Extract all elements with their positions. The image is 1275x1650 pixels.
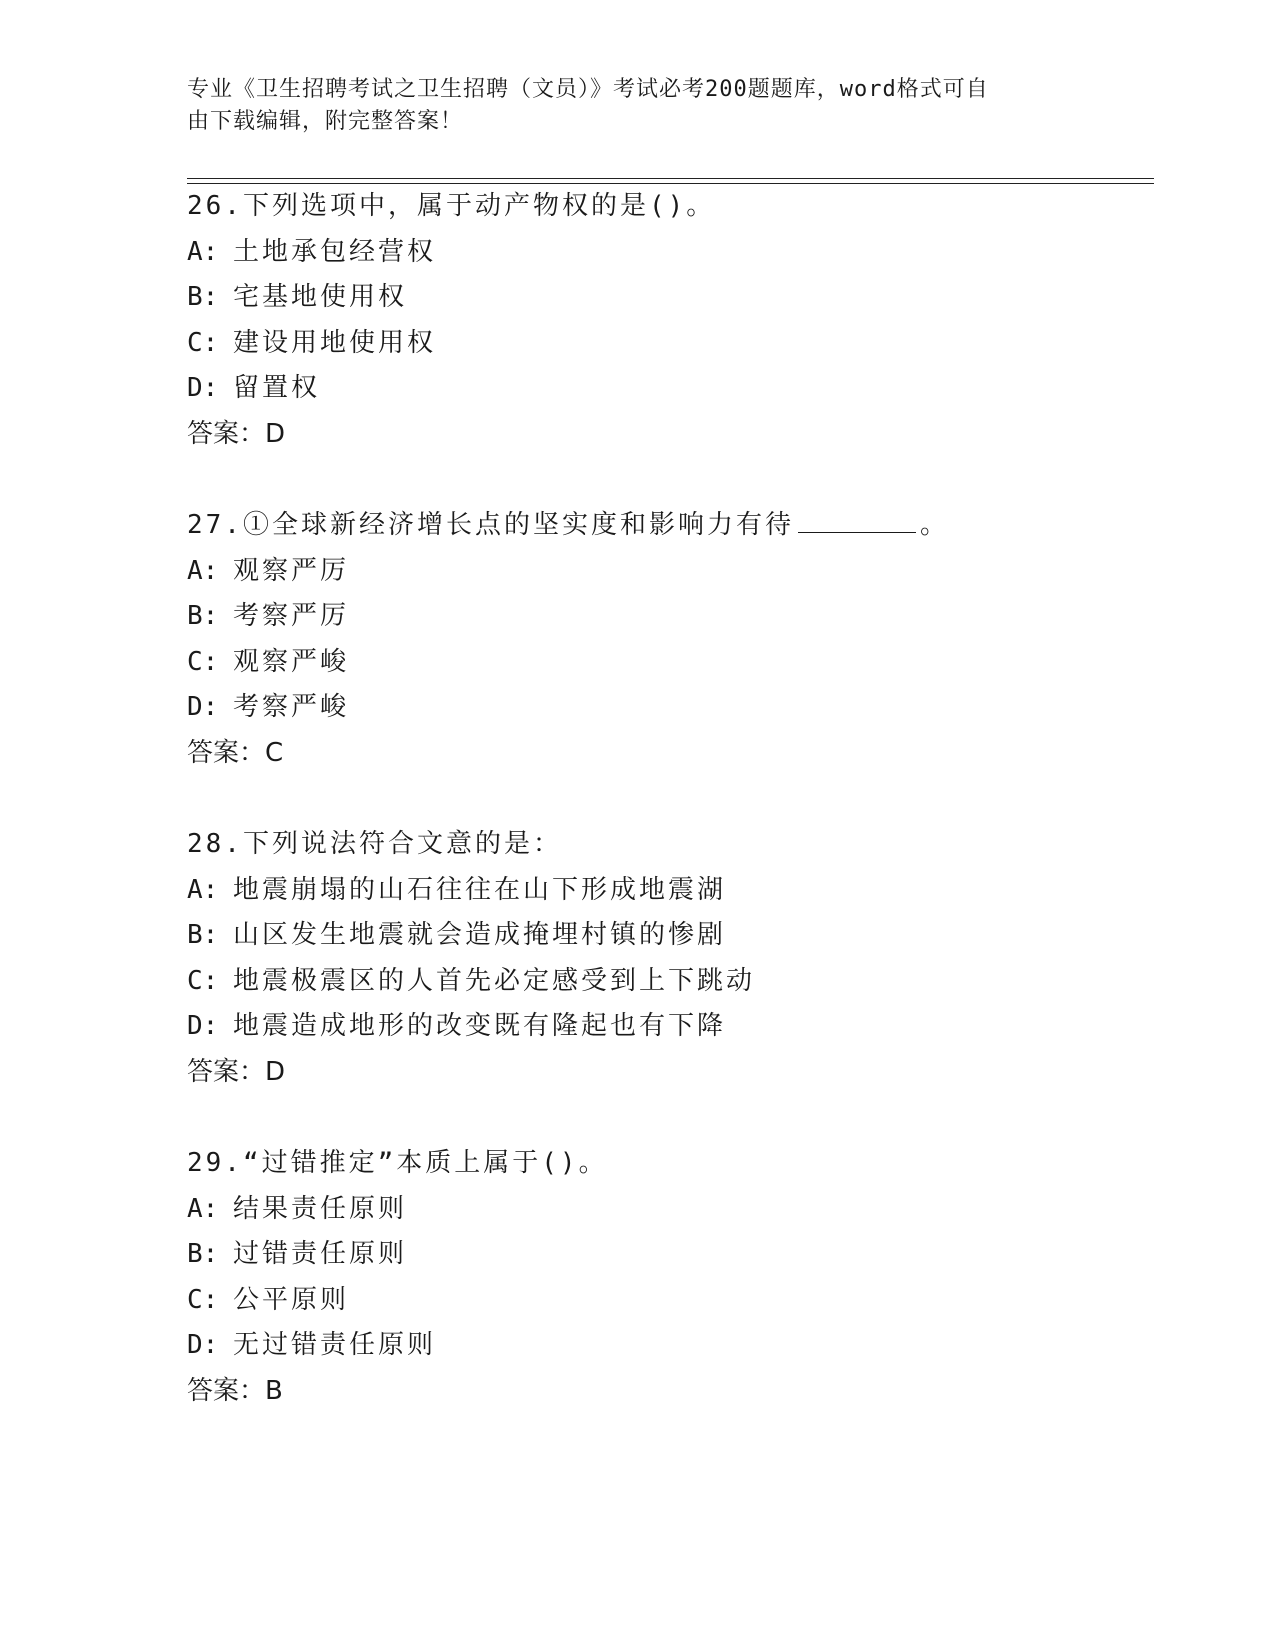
option-b <box>187 1232 1147 1278</box>
option-c <box>187 321 1147 367</box>
option-text: 考察严厉 <box>233 601 350 631</box>
option-text: 观察严峻 <box>233 646 350 677</box>
option-text: 山区发生地震就会造成掩埋村镇的惨剧 <box>233 920 727 950</box>
option-d <box>187 366 1147 412</box>
option-key: C: <box>187 646 219 677</box>
option-d <box>187 1323 1147 1369</box>
question-stem <box>187 503 1147 549</box>
question-stem: 28.下列说法符合文意的是： <box>187 829 562 859</box>
option-key: B: <box>187 1239 219 1269</box>
option-text: 地震崩塌的山石往往在山下形成地震湖 <box>233 874 727 905</box>
option-text: 考察严峻 <box>233 692 350 722</box>
option-text: 公平原则 <box>233 1284 350 1315</box>
header-divider-top <box>187 178 1154 179</box>
option-a <box>187 230 1147 276</box>
question-28 <box>187 822 1147 1095</box>
option-d <box>187 685 1147 731</box>
option-text: 留置权 <box>233 373 321 403</box>
option-key: C: <box>187 327 219 358</box>
option-key: D: <box>187 1330 219 1360</box>
option-text: 宅基地使用权 <box>233 282 408 312</box>
question-stem-text: 27.①全球新经济增长点的坚实度和影响力有待 <box>187 510 794 540</box>
option-key: C: <box>187 1284 219 1315</box>
option-key: B: <box>187 920 219 950</box>
option-key: C: <box>187 965 219 996</box>
answer-line: 答案：D <box>187 1056 286 1087</box>
fill-blank <box>798 506 916 533</box>
option-c <box>187 1278 1147 1324</box>
option-key: D: <box>187 373 219 403</box>
option-key: D: <box>187 1011 219 1041</box>
option-text: 结果责任原则 <box>233 1193 408 1224</box>
question-stem: 29.“过错推定”本质上属于()。 <box>187 1148 608 1178</box>
header-line-2: 由下载编辑，附完整答案！ <box>187 109 464 134</box>
question-stem: 26.下列选项中，属于动产物权的是()。 <box>187 191 716 221</box>
option-text: 建设用地使用权 <box>233 327 437 358</box>
option-a <box>187 549 1147 595</box>
option-text: 土地承包经营权 <box>233 236 437 267</box>
option-a <box>187 868 1147 914</box>
option-key: B: <box>187 601 219 631</box>
option-key: A: <box>187 1193 219 1224</box>
question-27 <box>187 503 1147 776</box>
answer-line: 答案：D <box>187 418 286 449</box>
option-text: 过错责任原则 <box>233 1239 408 1269</box>
option-c <box>187 640 1147 686</box>
answer-line: 答案：B <box>187 1375 283 1406</box>
option-b <box>187 913 1147 959</box>
option-key: A: <box>187 555 219 586</box>
question-29 <box>187 1141 1147 1414</box>
option-text: 无过错责任原则 <box>233 1330 437 1360</box>
option-d <box>187 1004 1147 1050</box>
header-line-1: 专业《卫生招聘考试之卫生招聘（文员）》考试必考200题题库，word格式可自 <box>187 77 989 102</box>
option-a <box>187 1187 1147 1233</box>
option-key: A: <box>187 874 219 905</box>
option-text: 地震极震区的人首先必定感受到上下跳动 <box>233 965 756 996</box>
question-26 <box>187 184 1147 457</box>
answer-line: 答案：C <box>187 737 284 768</box>
question-stem-end: 。 <box>919 510 949 540</box>
option-key: A: <box>187 236 219 267</box>
option-b <box>187 275 1147 321</box>
option-key: D: <box>187 692 219 722</box>
option-b <box>187 594 1147 640</box>
document-header <box>187 74 1087 138</box>
option-text: 地震造成地形的改变既有隆起也有下降 <box>233 1011 727 1041</box>
option-c <box>187 959 1147 1005</box>
option-text: 观察严厉 <box>233 555 350 586</box>
option-key: B: <box>187 282 219 312</box>
